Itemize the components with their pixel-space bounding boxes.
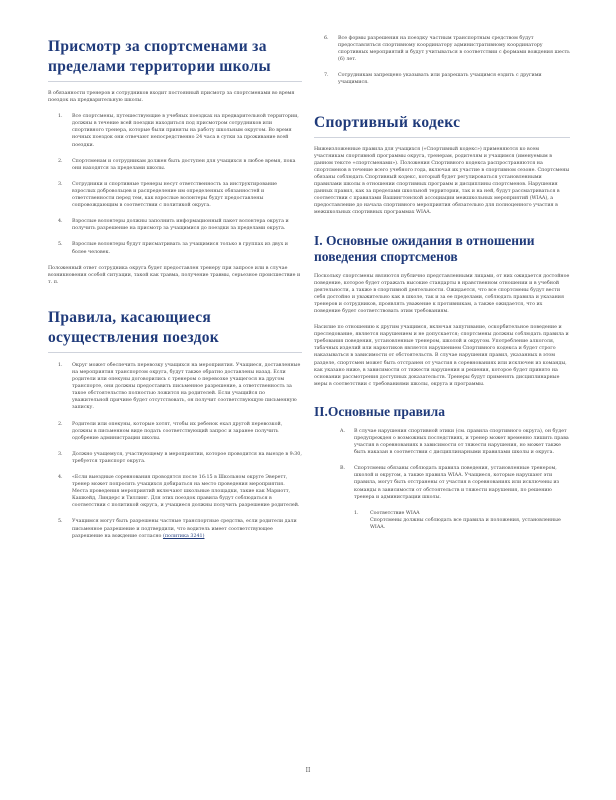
page-number: II: [305, 767, 311, 774]
policy-link[interactable]: (политика 3241): [162, 533, 205, 539]
list-item: 5. Взрослые волонтеры будут присматривать за учащимися только в группах из двух и более человек.: [58, 242, 288, 255]
list-item: A. В случае нарушения спортивной этики (см. правила спортивного округа), он будет предупрежден о возможных последствиях, и тренер может временно лишить права участия в соревнованиях в зависимости от тяжести нарушения, но может также быть наказан в соответствии с дисциплинарными правилами школы и округа.: [340, 428, 569, 456]
supervision-list: [48, 113, 302, 255]
list-item: B. Спортсмены обязаны соблюдать правила поведения, установленные тренером, школой и округом, а также правила WIAA. Учащиеся, которые нарушают эти правила, могут быть отстранены от участия в соревнованиях или исключены из команды в зависимости от обстоятельств и тяжести нарушения, по решению тренера и администрации школы.: [340, 466, 560, 500]
travel-list-continued: [314, 35, 570, 87]
list-item: 4. «Если выездные соревнования проводятся после 16:15 в Школьном округе Эверетт, тренер может попросить учащихся добираться на место проведения мероприятия. Места проведения мероприятий включают школьные площадки, такие как Мариотт, Кашкейд, Линдерс и Тиллинг. Для этих поездок правила будут соблюдаться в соответствии с политикой округа, и учащиеся должны получить разрешение родителей.: [58, 475, 300, 509]
list-item: 3. Должно учащемуся, участвующему в мероприятии, которое проводится на выезде в 9:30, требуется транспорт округа.: [58, 451, 302, 464]
right-column: [314, 0, 570, 531]
travel-list: [48, 362, 302, 540]
paragraph-supervision-outro: Положенный ответ сотрудника округа будет предоставлен тренеру при запросе или в случае возникновения особой ситуации, такой как травма, получение травмы, серьезное происшествие и т. п.: [48, 265, 301, 285]
paragraph-supervision-intro: В обязанности тренеров и сотрудников входит постоянный присмотр за спортсменами во время поездок на предварительную школы.: [48, 91, 295, 104]
heading-supervision: Присмотр за спортсменами за пределами территории школы: [48, 38, 271, 75]
list-item: 2. Родители или опекуны, которые хотят, чтобы их ребенок ехал другой перевозкой, должны в письменном виде подать соответствующий запрос и заранее получить одобрение администрации школы.: [58, 421, 283, 441]
heading-sports-code: Спортивный кодекс: [314, 113, 461, 131]
heading-rule: [48, 81, 302, 82]
list-item: 6. Все формы разрешения на поездку частным транспортным средством будут предоставляться спортивному координатору административному координатору спортивных мероприятий и будут учитываться в соответствии с формами вождения шесть (6) лет.: [324, 36, 570, 63]
list-item: 7. Сотрудникам запрещено указывать или разрешать учащимся ездить с другими учащимися.: [324, 73, 542, 86]
list-item: 1. Все спортсмены, путешествующие в учебных поездках на предварительной территории, должны в течение всей поездки находиться под присмотром сотрудников или спортивного тренера, которые были приняты на работу школьным округом. Во время ночных поездок они отвечают непосредственно 24 часа в сутки за проживание всей поездки.: [58, 114, 299, 148]
heading-rule: [48, 352, 302, 353]
left-column: [48, 0, 302, 540]
list-item: 1. Соответствие WIAA Спортсмены должны соблюдать все правила и положения, установленные WIAA.: [354, 510, 561, 530]
list-item: 3. Сотрудники и спортивные тренеры несут ответственность за инструктирование взрослых добровольцев и распределение им определенных обязанностей и ответственности перед тем, как взрослые волонтеры будут предоставлены сопровождающим в соответствии с политикой округа.: [58, 181, 278, 209]
list-item: 2. Спортсменам и сотрудникам должен быть доступен для учащихся в любое время, пока они находятся за пределами школы.: [58, 158, 296, 171]
heading-basic-rules: II.Основные правила: [314, 403, 445, 419]
heading-travel-rules: Правила, касающиеся осуществления поездок: [48, 308, 220, 346]
list-item: 1. Округ может обеспечить перевозку учащихся на мероприятия. Учащиеся, доставленные на мероприятия транспортом округа, будут также обратно доставлены назад. Если родители или опекуны договорились с тренером о перевозке учащегося на другом транспорте, они должны предоставить письменное разрешение, а ответственность за такое обстоятельство полностью ложится на родителей. Если учащийся по уважительной причине будет отсутствовать, он получит соответствующую письменную записку.: [58, 362, 301, 411]
rules-list: [314, 428, 570, 531]
heading-rule: [314, 137, 570, 138]
paragraph-expectations-2: Насилие по отношению к другим учащимся, включая запугивание, оскорбительное поведение и преследование, является нарушением и не допускается; спортсмены должны соблюдать правила и требования поведения, установленные тренером, школой и округом. Употребление алкоголя, табачных изделий или наркотиков является нарушением Спортивного кодекса и будет строго наказываться в зависимости от обстоятельств. В случае нарушения правил, указанных в этом разделе, спортсмен может быть отстранен от участия в соревнованиях или исключен из команды, как указано ниже, в зависимости от тяжести нарушения и решения, которое будет принято на основании рассмотрения доступных доказательств. Тренеры будут применять дисциплинарные меры в соответствии с требованиями школы, округа и программы.: [314, 325, 569, 387]
list-item: 5. Учащимся могут быть разрешены частные транспортные средства, если родители дали письменное разрешение и подтвердили, что водитель имеет соответствующее разрешение на вождение согласно (политика 3241): [58, 519, 297, 539]
list-item: 4. Взрослые волонтеры должны заполнить информационный пакет волонтера округа и получить разрешение на присмотр за учащимися до поездки за пределами округа.: [58, 219, 289, 232]
paragraph-sports-code: Нижеизложенные правила для учащихся («Спортивный кодекс») применяются ко всем участникам спортивной программы округа, тренерам, родителям и учащимся (именуемым в данном тексте «спортсменами»). Положения Спортивного кодекса распространяются на спортсменов в течение всего учебного года, включая их участие в спортивном сезоне. Спортсмены обязаны соблюдать Спортивный кодекс, который будет регулироваться установленными правилами школы в отношении спортивных программ и дисциплины спортсменов. Нарушения данных правил, как за пределами школьной территории, так и на ней, будут рассматриваться в соответствии с правилами Вашингтонской ассоциации межшкольных мероприятий (WIAA), а предоставление до начала спортивного мероприятия обязательно для полноценного участия в межшкольных спортивных программах WIAA.: [314, 146, 570, 216]
heading-expectations: I. Основные ожидания в отношении поведения спортсменов: [314, 232, 535, 264]
paragraph-expectations-1: Поскольку спортсмены являются публично представленными лицами, от них ожидается достойное поведение, которое будет отражать высокие стандарты в нравственном отношении и в учебной деятельности, а также в спортивной деятельности. Ожидается, что все спортсмены будут вести себя достойно и уважительно как в школе, так и за ее пределами, соблюдать правила и указания тренеров и сотрудников, проявлять уважение к противникам, а также ожидается, что их поведение будет соответствовать этим требованиям.: [314, 273, 570, 314]
